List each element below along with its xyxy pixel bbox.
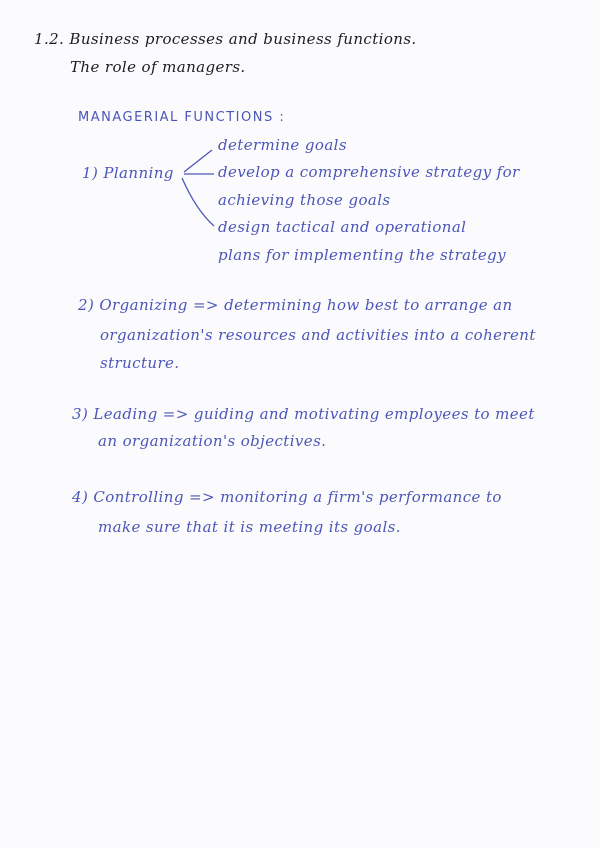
planning-item-3: design tactical and operational xyxy=(218,218,467,236)
organizing-line-1: 2) Organizing => determining how best to arrange an xyxy=(78,296,513,314)
section-heading: 1.2. Business processes and business functions. xyxy=(34,30,417,48)
managerial-functions-title: MANAGERIAL FUNCTIONS : xyxy=(78,110,286,125)
controlling-line-1: 4) Controlling => monitoring a firm's performance to xyxy=(72,488,502,506)
organizing-line-3: structure. xyxy=(100,354,180,372)
planning-item-3-cont: plans for implementing the strategy xyxy=(218,246,507,264)
leading-line-1: 3) Leading => guiding and motivating employees to meet xyxy=(72,405,535,423)
planning-label: 1) Planning xyxy=(82,164,174,182)
leading-line-2: an organization's objectives. xyxy=(98,432,327,450)
planning-item-1: determine goals xyxy=(218,136,347,154)
planning-item-2-cont: achieving those goals xyxy=(218,191,391,209)
planning-item-2: develop a comprehensive strategy for xyxy=(218,163,520,181)
organizing-line-2: organization's resources and activities into a coherent xyxy=(100,326,536,344)
controlling-line-2: make sure that it is meeting its goals. xyxy=(98,518,401,536)
section-subheading: The role of managers. xyxy=(70,58,246,76)
